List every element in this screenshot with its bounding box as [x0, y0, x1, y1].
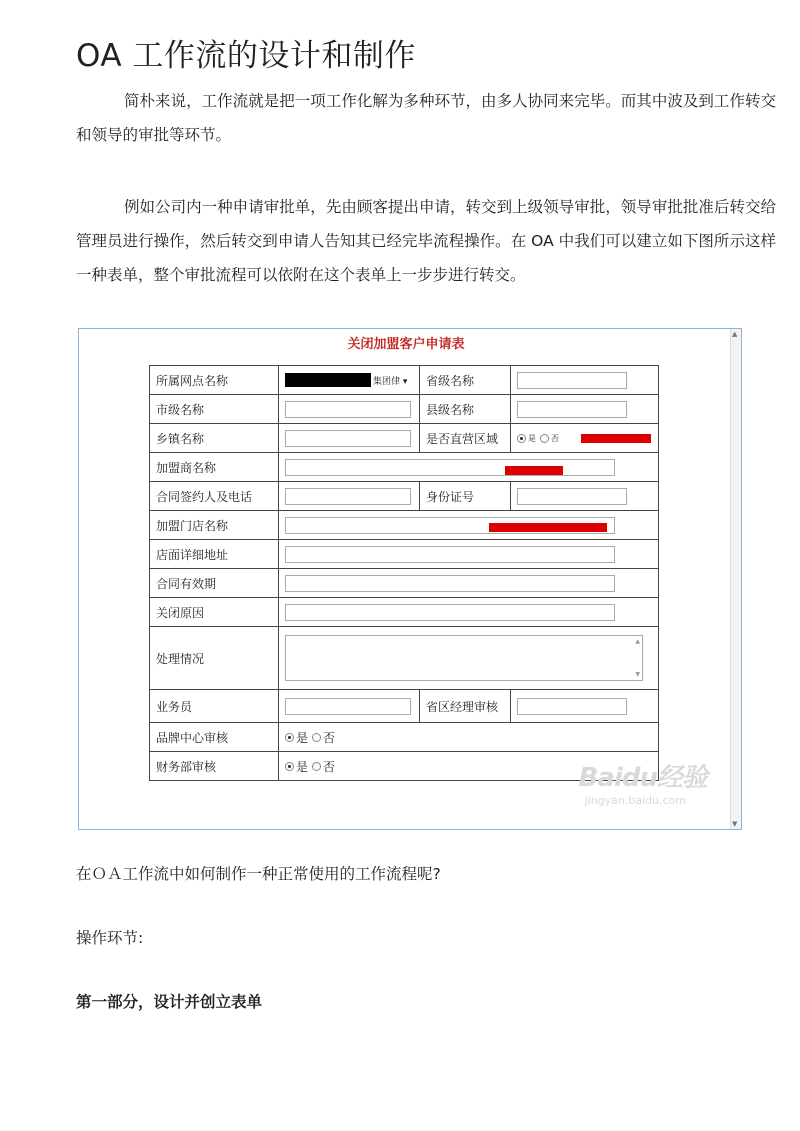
- town-label: 乡镇名称: [150, 424, 279, 453]
- franchisee-input[interactable]: [285, 459, 615, 476]
- table-row: [150, 723, 659, 752]
- province-label: 省级名称: [420, 366, 511, 395]
- handling-label: 处理情况: [150, 627, 279, 690]
- scrollbar[interactable]: [730, 329, 741, 829]
- finance-yes-radio[interactable]: [285, 762, 294, 771]
- brand-review-cell: [279, 723, 659, 752]
- question-paragraph: 在ＯＡ工作流中如何制作一种正常使用的工作流程呢?: [76, 865, 441, 883]
- brand-no-radio[interactable]: [312, 733, 321, 742]
- salesman-input[interactable]: [285, 698, 411, 715]
- watermark-url: jingyan.baidu.com: [584, 794, 687, 807]
- regional-manager-label: 省区经理审核: [420, 690, 511, 723]
- table-row: [150, 453, 659, 482]
- store-address-input[interactable]: [285, 546, 615, 563]
- direct-yes-radio[interactable]: [517, 434, 526, 443]
- textarea-scroll-up-icon[interactable]: ▲: [635, 638, 640, 645]
- table-row: [150, 569, 659, 598]
- watermark-logo: Baidu经验: [578, 763, 707, 793]
- franchisee-label: 加盟商名称: [150, 453, 279, 482]
- table-row: [150, 395, 659, 424]
- brand-review-label: 品牌中心审核: [150, 723, 279, 752]
- contract-signer-input[interactable]: [285, 488, 411, 505]
- county-label: 县级名称: [420, 395, 511, 424]
- contract-valid-cell: [279, 569, 659, 598]
- table-row: [150, 482, 659, 511]
- table-row: [150, 690, 659, 723]
- store-name-label: 加盟门店名称: [150, 511, 279, 540]
- finance-review-label: 财务部审核: [150, 752, 279, 781]
- province-input[interactable]: [517, 372, 627, 389]
- validation-tag: [581, 434, 651, 443]
- table-row: [150, 540, 659, 569]
- textarea-scroll-down-icon[interactable]: ▼: [635, 671, 640, 678]
- table-row: [150, 627, 659, 690]
- steps-label: 操作环节:: [76, 929, 144, 947]
- table-row: [150, 598, 659, 627]
- finance-no-label: 否: [323, 759, 336, 774]
- salesman-cell: [279, 690, 420, 723]
- form-title: 关闭加盟客户申请表: [347, 337, 465, 352]
- table-row: [150, 511, 659, 540]
- validation-tag: [489, 523, 607, 532]
- city-label: 市级名称: [150, 395, 279, 424]
- contract-signer-cell: [279, 482, 420, 511]
- brand-yes-label: 是: [296, 730, 309, 745]
- province-cell: [511, 366, 659, 395]
- application-form-table: [149, 365, 659, 781]
- finance-no-radio[interactable]: [312, 762, 321, 771]
- scroll-up-arrow-icon[interactable]: ▲: [732, 330, 738, 338]
- form-screenshot: [78, 328, 742, 830]
- close-reason-label: 关闭原因: [150, 598, 279, 627]
- close-reason-cell: [279, 598, 659, 627]
- validation-tag: [505, 466, 563, 475]
- brand-yes-radio[interactable]: [285, 733, 294, 742]
- direct-no-radio[interactable]: [540, 434, 549, 443]
- scroll-down-arrow-icon[interactable]: ▼: [732, 820, 738, 828]
- handling-cell: [279, 627, 659, 690]
- town-cell: [279, 424, 420, 453]
- intro-paragraph: 简朴来说，工作流就是把一项工作化解为多种环节，由多人协同来完毕。而其中波及到工作转交和领导的审批等环节。: [76, 92, 776, 144]
- id-number-label: 身份证号: [420, 482, 511, 511]
- table-row: [150, 366, 659, 395]
- county-input[interactable]: [517, 401, 627, 418]
- contract-valid-label: 合同有效期: [150, 569, 279, 598]
- contract-valid-input[interactable]: [285, 575, 615, 592]
- direct-yes-label: 是: [528, 434, 536, 443]
- city-cell: [279, 395, 420, 424]
- store-address-cell: [279, 540, 659, 569]
- baidu-watermark: [579, 757, 707, 807]
- store-name-cell: [279, 511, 659, 540]
- outlet-name-label: 所属网点名称: [150, 366, 279, 395]
- id-number-input[interactable]: [517, 488, 627, 505]
- id-number-cell: [511, 482, 659, 511]
- contract-signer-label: 合同签约人及电话: [150, 482, 279, 511]
- table-row: [150, 424, 659, 453]
- direct-area-cell: [511, 424, 659, 453]
- handling-textarea[interactable]: [285, 635, 643, 681]
- redaction-bar: [285, 373, 371, 387]
- section-heading: 第一部分，设计并创立表单: [76, 993, 263, 1011]
- example-paragraph: 例如公司内一种申请审批单，先由顾客提出申请，转交到上级领导审批，领导审批批准后转交给管理员进行操作，然后转交到申请人告知其已经完毕流程操作。在 OA 中我们可以建立如下图所示这样一种表单，整个审批流程可以依附在这个表单上一步步进行转交。: [76, 198, 776, 284]
- town-input[interactable]: [285, 430, 411, 447]
- page-title: OA 工作流的设计和制作: [76, 38, 416, 74]
- franchisee-cell: [279, 453, 659, 482]
- outlet-name-cell: [279, 366, 420, 395]
- salesman-label: 业务员: [150, 690, 279, 723]
- store-address-label: 店面详细地址: [150, 540, 279, 569]
- regional-manager-input[interactable]: [517, 698, 627, 715]
- direct-area-label: 是否直营区域: [420, 424, 511, 453]
- city-input[interactable]: [285, 401, 411, 418]
- direct-no-label: 否: [551, 434, 559, 443]
- finance-yes-label: 是: [296, 759, 309, 774]
- regional-manager-cell: [511, 690, 659, 723]
- outlet-name-select[interactable]: 集团侓 ▾: [373, 376, 408, 387]
- county-cell: [511, 395, 659, 424]
- close-reason-input[interactable]: [285, 604, 615, 621]
- brand-no-label: 否: [323, 730, 336, 745]
